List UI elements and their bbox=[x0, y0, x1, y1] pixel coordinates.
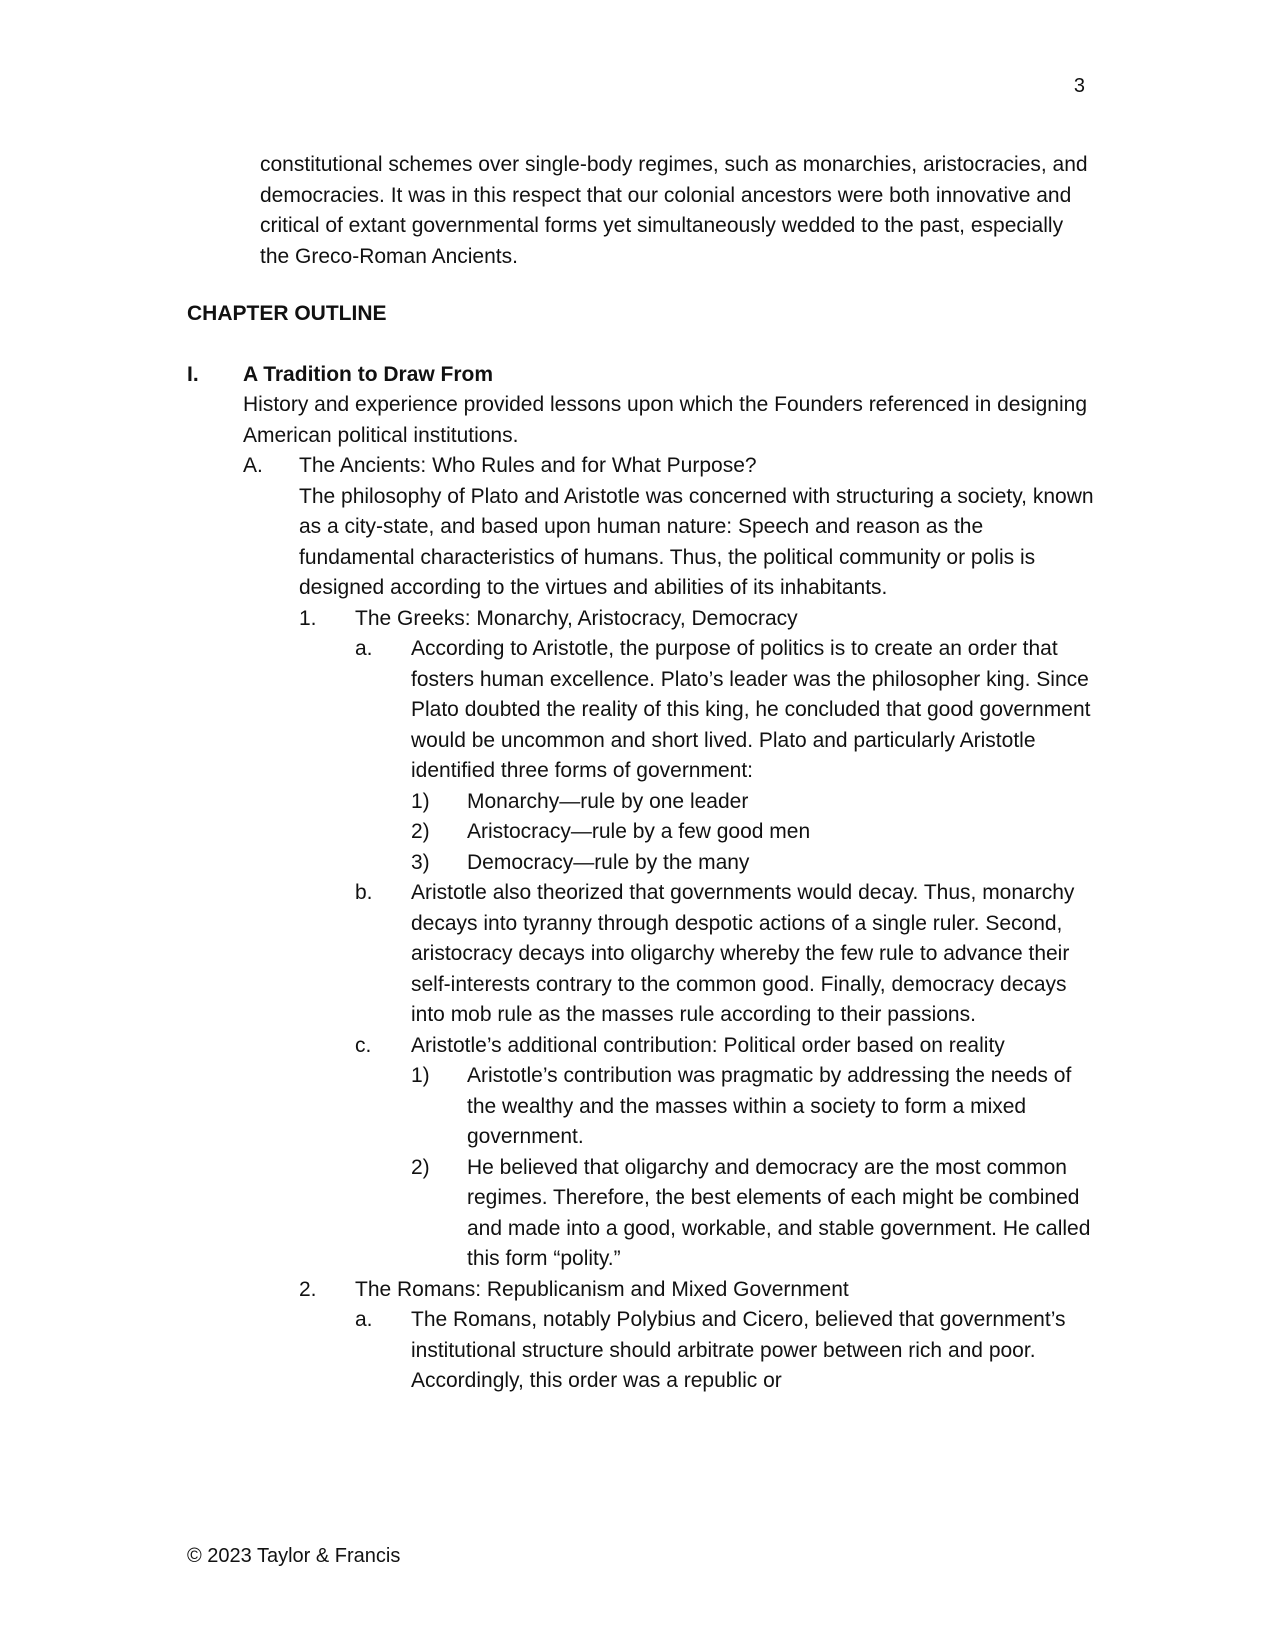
greeks-marker: 1. bbox=[299, 606, 317, 630]
c-point-2-marker: 2) bbox=[411, 1155, 430, 1179]
intro-paragraph: constitutional schemes over single-body regimes, such as monarchies, aristocracies, and democracies. It was in this respect that our colonial ancestors were both innovative and critical of extant governmental forms yet simultaneously wedded to the past, especially the Greco-Roman Ancients. bbox=[260, 153, 1088, 268]
c-point-1-marker: 1) bbox=[411, 1064, 430, 1087]
romans-marker: 2. bbox=[299, 1277, 317, 1301]
outline-section-1-a bbox=[243, 451, 1097, 1397]
outline-section-1 bbox=[187, 360, 1097, 1397]
form-3-text: Democracy—rule by the many bbox=[467, 850, 750, 874]
outline-item-romans bbox=[299, 1275, 1097, 1397]
form-3-marker: 3) bbox=[411, 850, 430, 874]
c-point-2-text: He believed that oligarchy and democracy are the most common regimes. Therefore, the best elements of each might be combined and made into a good, workable, and stable government. He called this form “polity.” bbox=[467, 1155, 1091, 1270]
greeks-b-marker: b. bbox=[355, 881, 373, 904]
form-1-text: Monarchy—rule by one leader bbox=[467, 789, 749, 813]
greeks-point-a bbox=[355, 634, 1097, 878]
greeks-point-b bbox=[355, 878, 1097, 1031]
form-monarchy bbox=[411, 787, 1097, 818]
romans-a-text: The Romans, notably Polybius and Cicero, believed that government’s institutional structure should arbitrate power between rich and poor. Accordingly, this order was a republic or bbox=[411, 1308, 1066, 1392]
greeks-a-text: According to Aristotle, the purpose of politics is to create an order that fosters human excellence. Plato’s leader was the philosopher king. Since Plato doubted the reality of this king, he concluded that good government would be uncommon and short lived. Plato and particularly Aristotle identified three forms of government: bbox=[411, 637, 1091, 782]
romans-point-a bbox=[355, 1305, 1097, 1397]
form-1-marker: 1) bbox=[411, 789, 430, 813]
romans-a-marker: a. bbox=[355, 1308, 373, 1331]
section-1-a-title: The Ancients: Who Rules and for What Purpose? bbox=[299, 454, 757, 477]
romans-title: The Romans: Republicanism and Mixed Government bbox=[355, 1277, 849, 1301]
greeks-c-point-1 bbox=[411, 1061, 1097, 1153]
copyright-footer: © 2023 Taylor & Francis bbox=[187, 1545, 401, 1567]
form-democracy bbox=[411, 848, 1097, 879]
section-1-text: History and experience provided lessons upon which the Founders referenced in designing American political institutions. bbox=[243, 393, 1088, 447]
chapter-outline-heading: CHAPTER OUTLINE bbox=[187, 302, 387, 325]
c-point-1-text: Aristotle’s contribution was pragmatic by addressing the needs of the wealthy and the masses within a society to form a mixed government. bbox=[467, 1064, 1072, 1148]
section-1-marker: I. bbox=[187, 362, 199, 386]
greeks-c-point-2 bbox=[411, 1153, 1097, 1275]
outline-item-greeks bbox=[299, 604, 1097, 1275]
form-aristocracy bbox=[411, 817, 1097, 848]
page-number: 3 bbox=[1073, 75, 1085, 97]
greeks-title: The Greeks: Monarchy, Aristocracy, Democracy bbox=[355, 606, 798, 630]
greeks-c-text: Aristotle’s additional contribution: Political order based on reality bbox=[411, 1033, 1005, 1057]
section-1-a-text: The philosophy of Plato and Aristotle was concerned with structuring a society, known as a city-state, and based upon human nature: Speech and reason as the fundamental characteristics of humans. Thus, the political community or polis is designed according to the virtues and abilities of its inhabitants. bbox=[299, 484, 1094, 599]
form-2-marker: 2) bbox=[411, 820, 430, 843]
document-body bbox=[187, 150, 1097, 1397]
greeks-a-marker: a. bbox=[355, 637, 373, 660]
section-1-title: A Tradition to Draw From bbox=[243, 362, 494, 386]
greeks-point-c bbox=[355, 1031, 1097, 1275]
form-2-text: Aristocracy—rule by a few good men bbox=[467, 820, 811, 843]
greeks-b-text: Aristotle also theorized that governments would decay. Thus, monarchy decays into tyranny through despotic actions of a single ruler. Second, aristocracy decays into oligarchy whereby the few rule to advance their self-interests contrary to the common good. Finally, democracy decays into mob rule as the masses rule according to their passions. bbox=[411, 881, 1075, 1026]
section-1-a-marker: A. bbox=[243, 454, 263, 477]
greeks-c-marker: c. bbox=[355, 1033, 372, 1057]
